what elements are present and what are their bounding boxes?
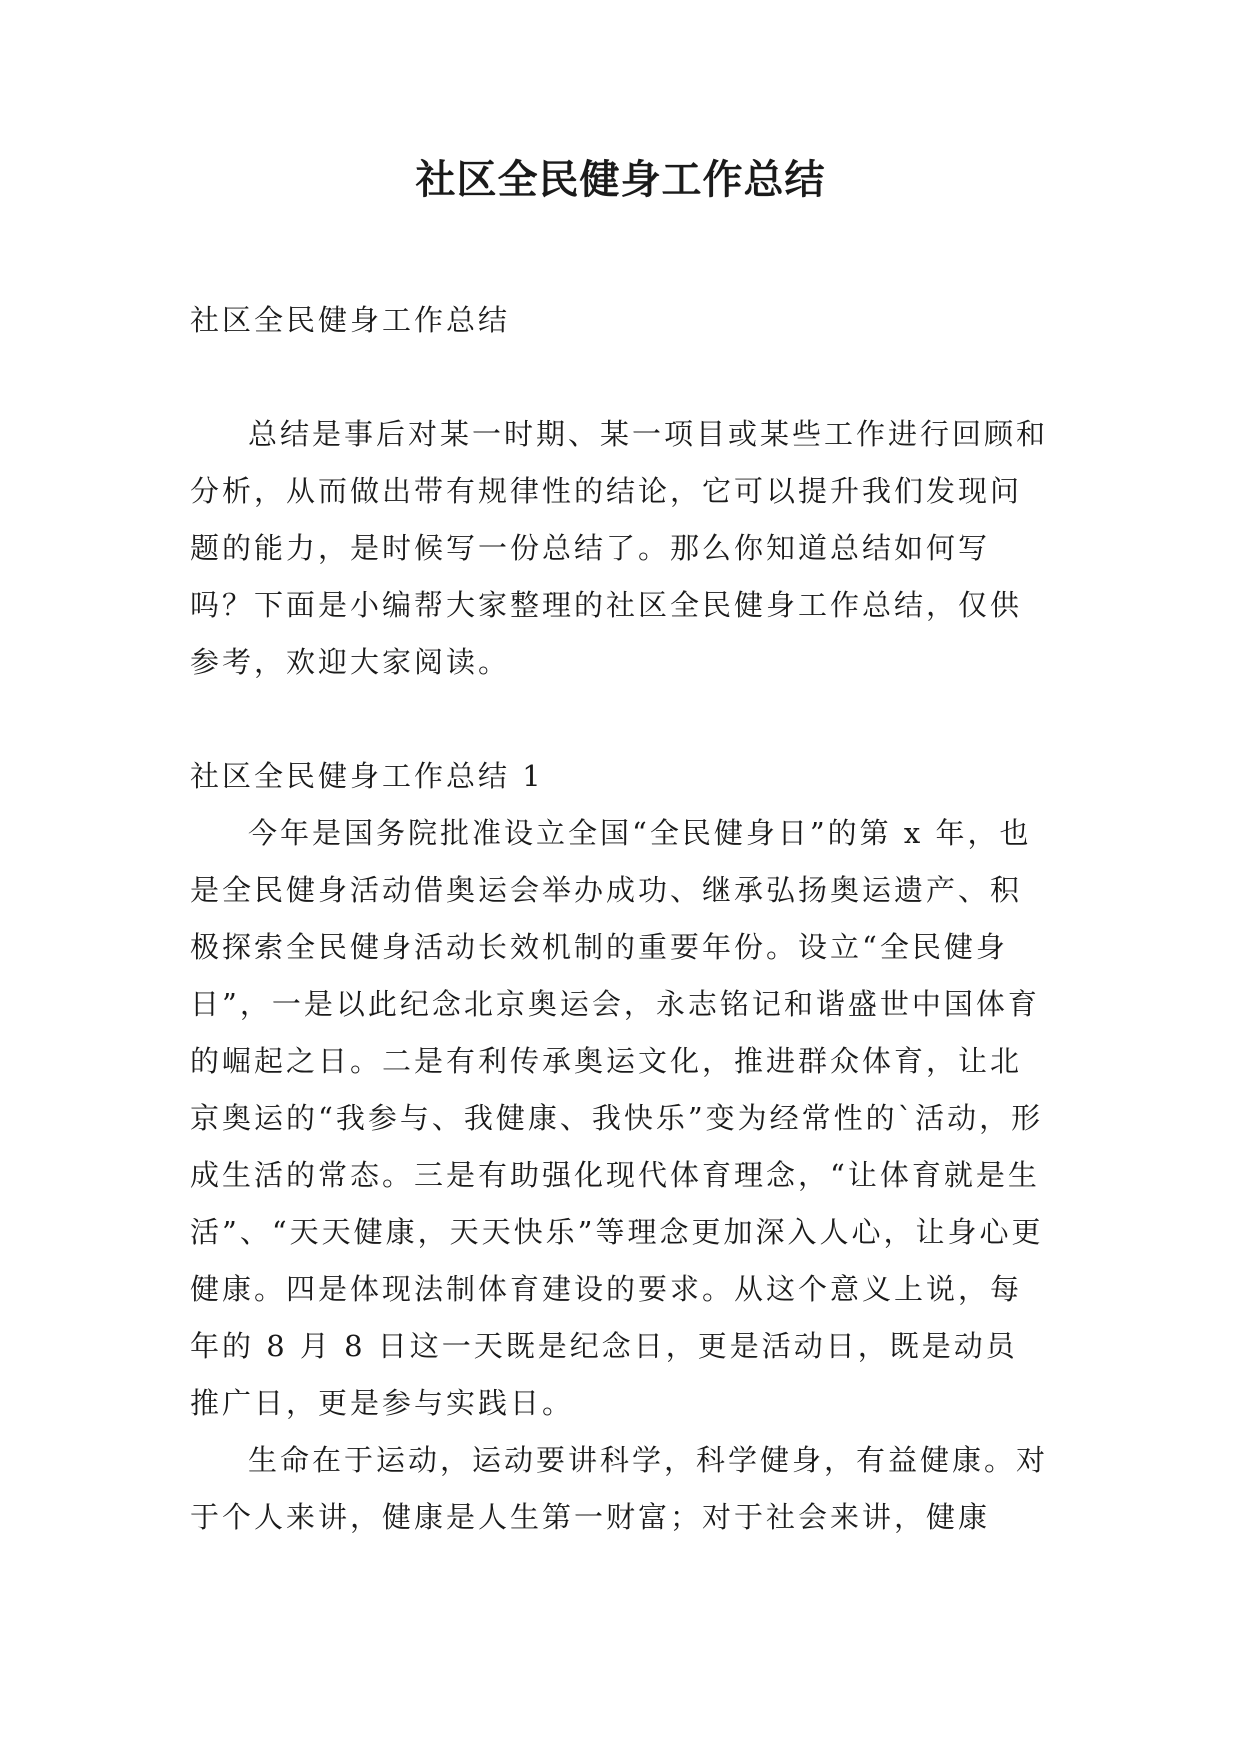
intro-paragraph: 总结是事后对某一时期、某一项目或某些工作进行回顾和分析，从而做出带有规律性的结论，它可以提升我们发现问题的能力，是时候写一份总结了。那么你知道总结如何写吗？下面是小编帮大家整理的社区全民健身工作总结，仅供参考，欢迎大家阅读。: [190, 417, 1049, 679]
document-body: [190, 292, 1048, 1546]
body-paragraph: 今年是国务院批准设立全国“全民健身日”的第 x 年，也是全民健身活动借奥运会举办成功、继承弘扬奥运遗产、积极探索全民健身活动长效机制的重要年份。设立“全民健身日”，一是以此纪念北京奥运会，永志铭记和谐盛世中国体育的崛起之日。二是有利传承奥运文化，推进群众体育，让北京奥运的“我参与、我健康、我快乐”变为经常性的`活动，形成生活的常态。三是有助强化现代体育理念，“让体育就是生活”、“天天健康，天天快乐”等理念更加深入人心，让身心更健康。四是体现法制体育建设的要求。从这个意义上说，每年的 8 月 8 日这一天既是纪念日，更是活动日，既是动员推广日，更是参与实践日。: [190, 816, 1044, 1420]
document-subtitle: 社区全民健身工作总结: [190, 303, 511, 337]
section-heading: 社区全民健身工作总结 1: [190, 759, 544, 793]
document-title: 社区全民健身工作总结: [415, 157, 826, 203]
body-paragraph: 生命在于运动，运动要讲科学，科学健身，有益健康。对于个人来讲，健康是人生第一财富；对于社会来讲，健康: [190, 1443, 1049, 1534]
